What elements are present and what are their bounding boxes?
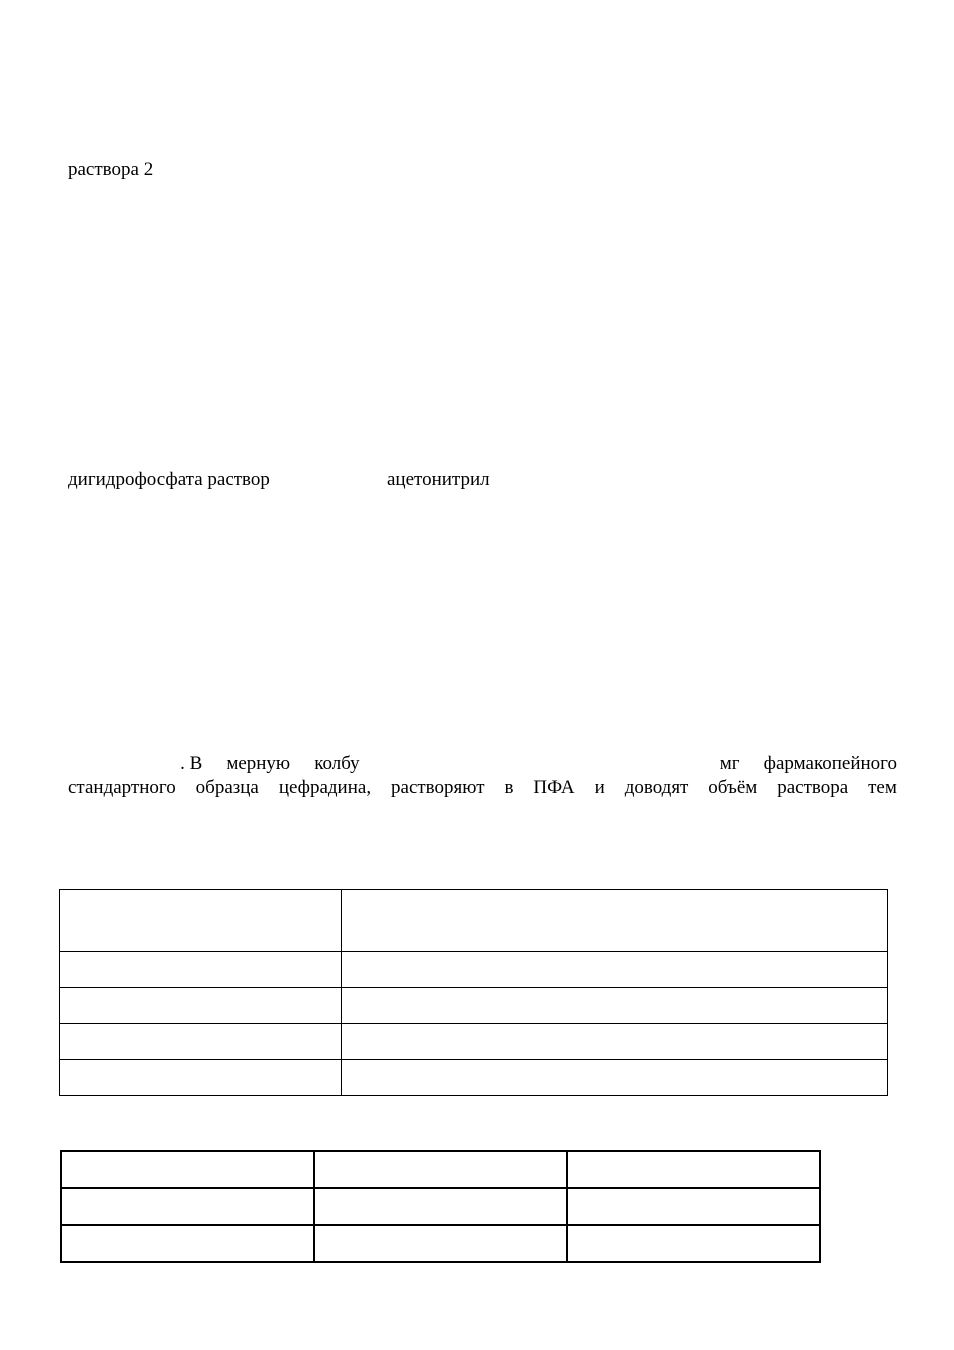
paragraph-word: стандартного	[68, 777, 176, 798]
paragraph-word: колбу	[314, 753, 360, 774]
table-cell	[342, 1060, 888, 1096]
table-cell	[567, 1151, 820, 1188]
table-cell	[342, 952, 888, 988]
table-cell	[567, 1188, 820, 1225]
table-cell	[60, 1060, 342, 1096]
paragraph-word: цефрадина,	[278, 777, 372, 798]
table-cell	[314, 1225, 567, 1262]
paragraph-word: . В	[180, 753, 203, 774]
text-fragment-rastvora: раствора 2	[68, 159, 154, 180]
paragraph-word: растворяют	[391, 777, 485, 798]
table-row	[61, 1225, 820, 1262]
table-row	[60, 1024, 888, 1060]
table-row	[61, 1188, 820, 1225]
paragraph-word: ПФА	[533, 777, 575, 798]
text-fragment-digidrofosfata: дигидрофосфата раствор	[68, 469, 270, 490]
table-cell	[60, 988, 342, 1024]
paragraph-word: и	[594, 777, 605, 798]
table-cell	[60, 1024, 342, 1060]
table-cell	[342, 988, 888, 1024]
table-cell	[314, 1151, 567, 1188]
table-cell	[314, 1188, 567, 1225]
paragraph-line-2	[68, 777, 897, 799]
table-chromatography-conditions	[59, 889, 888, 1096]
paragraph-word: доводят	[624, 777, 689, 798]
paragraph-word: тем	[868, 777, 897, 798]
paragraph-gap	[384, 753, 696, 775]
table-gradient-program	[60, 1150, 821, 1263]
table-row	[60, 890, 888, 952]
table-row	[61, 1151, 820, 1188]
paragraph-indent	[68, 753, 156, 775]
table-cell	[61, 1188, 314, 1225]
paragraph-line-1	[68, 753, 897, 775]
paragraph-word: в	[504, 777, 514, 798]
paragraph-word: мерную	[226, 753, 291, 774]
paragraph-word: объём	[708, 777, 758, 798]
table-cell	[342, 890, 888, 952]
table-cell	[60, 952, 342, 988]
table-cell	[61, 1151, 314, 1188]
table-row	[60, 1060, 888, 1096]
table-row	[60, 988, 888, 1024]
paragraph-word: фармакопейного	[763, 753, 897, 774]
table-row	[60, 952, 888, 988]
table-cell	[567, 1225, 820, 1262]
table-cell	[61, 1225, 314, 1262]
paragraph-word: раствора	[777, 777, 849, 798]
table-cell	[60, 890, 342, 952]
paragraph-word: мг	[719, 753, 740, 774]
text-fragment-acetonitril: ацетонитрил	[387, 469, 490, 490]
paragraph-word: образца	[195, 777, 259, 798]
table-cell	[342, 1024, 888, 1060]
